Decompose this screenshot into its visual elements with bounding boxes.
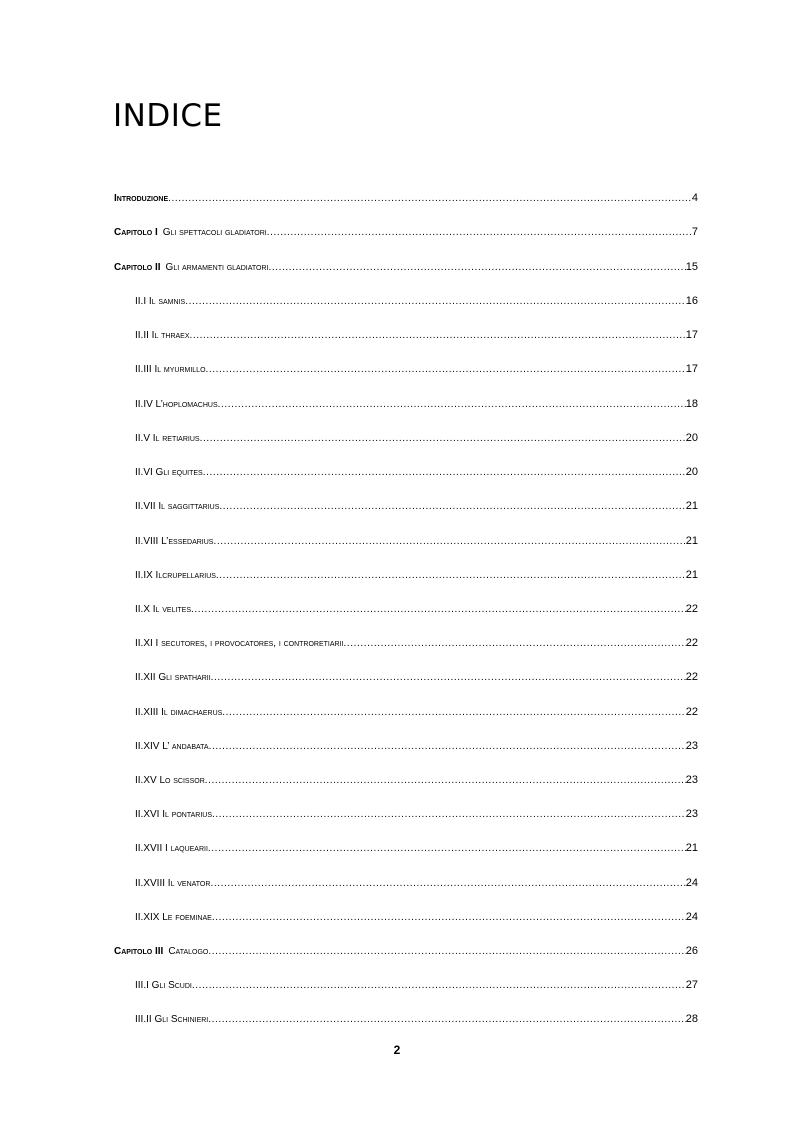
toc-entry-label: Catalogo	[168, 946, 209, 957]
toc-entry-scudi[interactable]	[135, 975, 698, 995]
toc-entry-foeminae[interactable]	[135, 907, 698, 927]
toc-entry-capitolo-3[interactable]	[114, 941, 698, 961]
leader-dots	[209, 737, 686, 756]
toc-entry-label: II.XV Lo scissor	[135, 775, 205, 786]
toc-entry-label: II.IX Ilcrupellarius	[135, 570, 216, 581]
leader-dots	[208, 942, 685, 961]
toc-entry-saggittarius[interactable]	[135, 496, 698, 516]
toc-chapter-label: Capitolo I	[114, 227, 158, 238]
leader-dots	[211, 668, 686, 687]
leader-dots	[190, 326, 686, 345]
toc-entry-page: 24	[685, 911, 698, 923]
toc-entry-schinieri[interactable]	[135, 1009, 698, 1029]
leader-dots	[191, 600, 686, 619]
leader-dots	[208, 1010, 686, 1029]
leader-dots	[210, 874, 685, 893]
toc-entry-page: 21	[685, 569, 698, 581]
toc-entry-equites[interactable]	[135, 462, 698, 482]
toc-entry-dimachaerus[interactable]	[135, 702, 698, 722]
toc-entry-thraex[interactable]	[135, 325, 698, 345]
toc-entry-pontarius[interactable]	[135, 804, 698, 824]
toc-entry-page: 23	[685, 808, 698, 820]
toc-entry-label: II.XI I secutores, i provocatores, i controretiarii	[135, 638, 344, 649]
toc-entry-spatharii[interactable]	[135, 667, 698, 687]
toc-entry-page: 21	[685, 842, 698, 854]
leader-dots	[222, 703, 685, 722]
toc-entry-page: 7	[691, 226, 698, 238]
toc-entry-label: II.XVIII Il venator	[135, 878, 211, 889]
toc-entry-label: II.XVI Il pontarius	[135, 809, 212, 820]
toc-entry-scissor[interactable]	[135, 770, 698, 790]
leader-dots	[208, 839, 686, 858]
toc-entry-page: 22	[685, 706, 698, 718]
toc-chapter-label: Capitolo III	[114, 946, 164, 957]
leader-dots	[213, 532, 685, 551]
toc-entry-label: II.III Il myurmillo	[135, 364, 206, 375]
toc-entry-label: Gli armamenti gladiatori	[165, 262, 269, 273]
leader-dots	[343, 634, 685, 653]
toc-entry-andabata[interactable]	[135, 736, 698, 756]
toc-entry-page: 18	[685, 398, 698, 410]
toc-entry-page: 17	[685, 329, 698, 341]
toc-entry-page: 27	[685, 979, 698, 991]
toc-entry-label: Gli spettacoli gladiatori	[162, 227, 267, 238]
toc-entry-label: II.VIII L’essedarius	[135, 536, 214, 547]
toc-entry-label: II.X Il velites	[135, 604, 192, 615]
toc-entry-page: 23	[685, 740, 698, 752]
toc-entry-page: 21	[685, 535, 698, 547]
toc-entry-page: 28	[685, 1013, 698, 1025]
leader-dots	[206, 360, 686, 379]
toc-entry-page: 15	[685, 261, 698, 273]
leader-dots	[212, 908, 686, 927]
leader-dots	[268, 258, 685, 277]
toc-entry-page: 16	[685, 295, 698, 307]
toc-entry-venator[interactable]	[135, 873, 698, 893]
toc-entry-page: 23	[685, 774, 698, 786]
toc-entry-label: II.XIV L’ andabata	[135, 741, 209, 752]
toc-entry-label: II.V Il retiarius	[135, 433, 200, 444]
toc-entry-capitolo-1[interactable]	[114, 222, 698, 242]
toc-chapter-label: Capitolo II	[114, 262, 161, 273]
toc-entry-label: II.XII Gli spatharii	[135, 672, 211, 683]
toc-entry-label: II.IV L’hoplomachus	[135, 399, 218, 410]
leader-dots	[219, 497, 685, 516]
toc-entry-label: II.VII Il saggittarius	[135, 501, 220, 512]
toc-entry-label: Introduzione	[114, 193, 169, 204]
leader-dots	[203, 463, 686, 482]
toc-entry-label: III.I Gli Scudi	[135, 980, 192, 991]
toc-entry-velites[interactable]	[135, 599, 698, 619]
toc-entry-page: 24	[685, 877, 698, 889]
toc-entry-essedarius[interactable]	[135, 531, 698, 551]
leader-dots	[216, 566, 686, 585]
toc-entry-introduzione[interactable]	[114, 188, 698, 208]
toc-entry-laquearii[interactable]	[135, 838, 698, 858]
toc-entry-page: 21	[685, 500, 698, 512]
leader-dots	[168, 189, 692, 208]
leader-dots	[218, 395, 686, 414]
page-title: INDICE	[113, 98, 223, 134]
toc-entry-page: 20	[685, 432, 698, 444]
leader-dots	[212, 805, 686, 824]
toc-entry-label: II.VI Gli equites	[135, 467, 203, 478]
toc-entry-hoplomachus[interactable]	[135, 394, 698, 414]
toc-entry-label: II.I Il samnis	[135, 296, 186, 307]
toc-entry-samnis[interactable]	[135, 291, 698, 311]
toc-entry-page: 4	[691, 192, 698, 204]
toc-entry-page: 22	[685, 637, 698, 649]
leader-dots	[267, 223, 692, 242]
toc-entry-label: III.II Gli Schinieri	[135, 1014, 209, 1025]
toc-entry-label: II.XIX Le foeminae	[135, 912, 212, 923]
toc-entry-secutores[interactable]	[135, 633, 698, 653]
toc-entry-label: II.II Il thraex	[135, 330, 190, 341]
toc-entry-label: II.XIII Il dimachaerus	[135, 707, 223, 718]
toc-entry-page: 20	[685, 466, 698, 478]
leader-dots	[205, 771, 686, 790]
toc-entry-crupellarius[interactable]	[135, 565, 698, 585]
toc-entry-page: 22	[685, 603, 698, 615]
leader-dots	[200, 429, 686, 448]
toc-entry-label: II.XVII I laquearii	[135, 843, 208, 854]
toc-entry-page: 26	[685, 945, 698, 957]
toc-entry-page: 17	[685, 363, 698, 375]
toc-entry-page: 22	[685, 671, 698, 683]
page-number: 2	[393, 1043, 401, 1057]
toc-entry-myurmillo[interactable]	[135, 359, 698, 379]
leader-dots	[185, 292, 686, 311]
toc-entry-capitolo-2[interactable]	[114, 257, 698, 277]
toc-entry-retiarius[interactable]	[135, 428, 698, 448]
leader-dots	[192, 976, 686, 995]
